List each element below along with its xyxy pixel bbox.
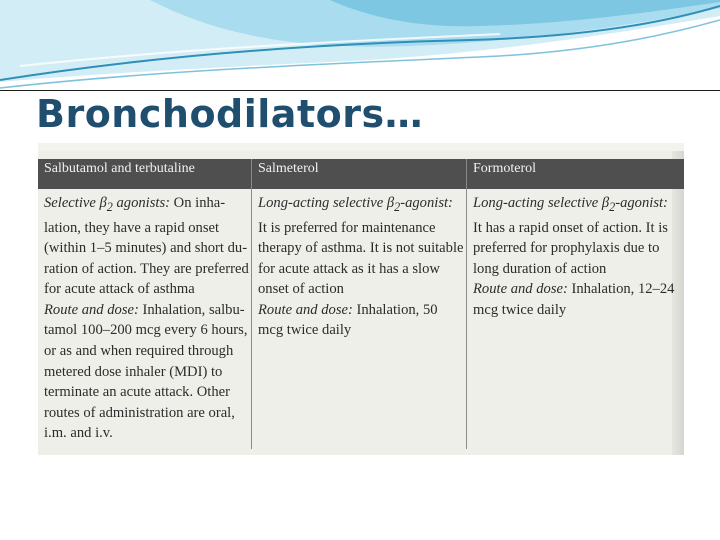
table-cell-text: metered dose inhaler (MDI) to bbox=[44, 363, 223, 380]
table-cell-text: Long-acting selective β bbox=[258, 195, 395, 211]
table-header-formoterol: Formoterol bbox=[473, 161, 536, 176]
table-cell-salmeterol bbox=[258, 193, 463, 341]
table-cell-text: Inhalation, 12–24 bbox=[567, 281, 675, 298]
table-cell-text: terminate an acute attack. Other bbox=[44, 384, 230, 401]
scan-top-strip bbox=[38, 143, 684, 151]
table-cell-text: Inhalation, salbu- bbox=[138, 301, 245, 318]
table-cell-line bbox=[44, 341, 249, 362]
table-header-salmeterol: Salmeterol bbox=[258, 161, 319, 176]
table-cell-salbutamol bbox=[44, 193, 249, 444]
table-cell-text: 2 bbox=[394, 199, 401, 214]
table-cell-text: therapy of asthma. It is not suitable bbox=[258, 240, 464, 257]
table-cell-text: ration of action. They are preferred bbox=[44, 260, 249, 277]
table-cell-line bbox=[473, 238, 674, 259]
table-cell-line bbox=[258, 320, 463, 341]
table-cell-line bbox=[44, 382, 249, 403]
table-cell-line bbox=[473, 259, 674, 280]
table-cell-line bbox=[258, 193, 463, 218]
table-cell-line bbox=[258, 218, 463, 239]
table-cell-line bbox=[44, 423, 249, 444]
table-header-salbutamol: Salbutamol and terbutaline bbox=[44, 161, 195, 176]
table-cell-line bbox=[44, 238, 249, 259]
table-cell-line bbox=[473, 218, 674, 239]
table-cell-line bbox=[258, 238, 463, 259]
table-cell-line bbox=[473, 279, 674, 300]
table-cell-text: 2 bbox=[609, 199, 616, 214]
table-cell-text: for acute attack as it has a slow bbox=[258, 260, 440, 277]
table-cell-text: agonists: bbox=[112, 195, 171, 211]
table-cell-line bbox=[473, 300, 674, 321]
table-cell-text: routes of administration are oral, bbox=[44, 404, 235, 421]
table-cell-line bbox=[44, 259, 249, 280]
table-cell-line bbox=[44, 300, 249, 321]
table-cell-text: On inha- bbox=[170, 195, 226, 211]
table-cell-text: for acute attack of asthma bbox=[44, 281, 195, 298]
table-cell-text: (within 1–5 minutes) and short du- bbox=[44, 240, 248, 257]
table-cell-text: It has a rapid onset of action. It is bbox=[473, 219, 668, 236]
table-cell-text: 2 bbox=[106, 199, 113, 214]
table-cell-text: mcg twice daily bbox=[258, 322, 352, 339]
table-cell-line bbox=[44, 362, 249, 383]
table-cell-text: Route and dose: bbox=[473, 281, 568, 298]
table-cell-text: Long-acting selective β bbox=[473, 195, 610, 211]
table-cell-text: i.m. and i.v. bbox=[44, 425, 113, 442]
table-cell-line bbox=[258, 259, 463, 280]
table-cell-formoterol bbox=[473, 193, 674, 320]
table-cell-text: lation, they have a rapid onset bbox=[44, 219, 220, 236]
table-cell-text: long duration of action bbox=[473, 260, 607, 277]
header-wave-banner bbox=[0, 0, 720, 92]
table-cell-text: onset of action bbox=[258, 281, 344, 298]
table-cell-text: Route and dose: bbox=[258, 301, 353, 318]
table-cell-text: mcg twice daily bbox=[473, 301, 567, 318]
title-divider-line bbox=[0, 90, 720, 91]
table-cell-line bbox=[44, 279, 249, 300]
table-cell-line bbox=[44, 320, 249, 341]
table-cell-text: Route and dose: bbox=[44, 301, 139, 318]
table-cell-line bbox=[44, 218, 249, 239]
table-cell-line bbox=[473, 193, 674, 218]
table-cell-line bbox=[44, 193, 249, 218]
column-divider bbox=[466, 159, 467, 449]
table-cell-text: Inhalation, 50 bbox=[352, 301, 438, 318]
table-cell-text: or as and when required through bbox=[44, 343, 234, 360]
scanned-table-image bbox=[38, 151, 684, 455]
table-cell-line bbox=[258, 279, 463, 300]
table-cell-text: preferred for prophylaxis due to bbox=[473, 240, 660, 257]
table-cell-text: tamol 100–200 mcg every 6 hours, bbox=[44, 322, 248, 339]
table-cell-text: -agonist: bbox=[400, 195, 453, 211]
table-cell-text: It is preferred for maintenance bbox=[258, 219, 436, 236]
column-divider bbox=[251, 159, 252, 449]
table-cell-text: Selective β bbox=[44, 195, 107, 211]
table-cell-line bbox=[258, 300, 463, 321]
table-cell-text: -agonist: bbox=[615, 195, 668, 211]
table-cell-line bbox=[44, 403, 249, 424]
slide-title: Bronchodilators… bbox=[36, 92, 424, 136]
